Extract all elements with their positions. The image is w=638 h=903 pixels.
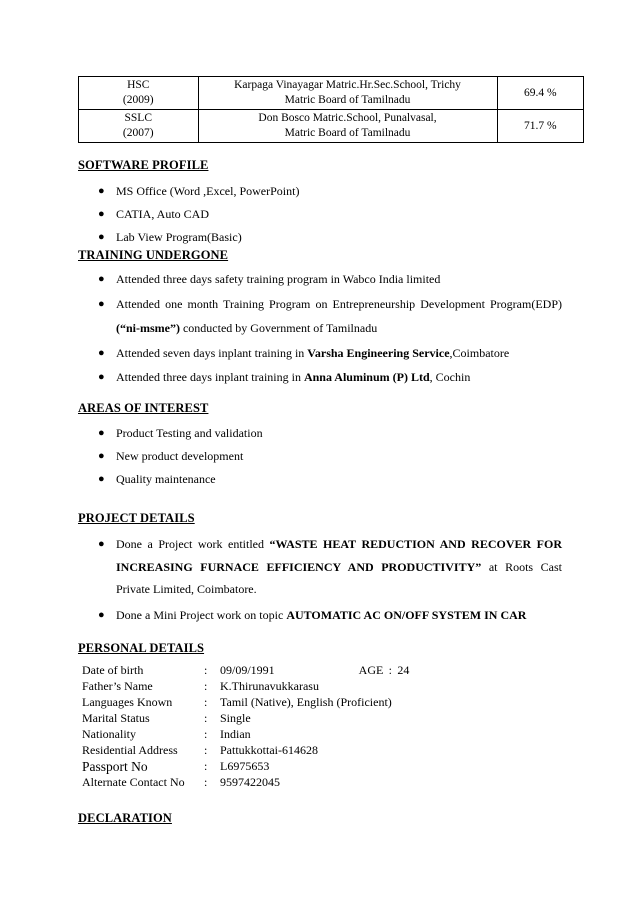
institution-cell: Karpaga Vinayagar Matric.Hr.Sec.School, Trichy Matric Board of Tamilnadu xyxy=(198,77,497,110)
field-label: Marital Status xyxy=(82,711,150,725)
field-label: Alternate Contact No xyxy=(82,775,185,789)
separator: : xyxy=(204,775,208,789)
project-heading: PROJECT DETAILS xyxy=(78,511,195,525)
table-row xyxy=(82,679,520,695)
personal-details-table xyxy=(82,663,520,791)
score-cell: 71.7 % xyxy=(497,110,584,143)
bullet-icon: ● xyxy=(98,185,105,197)
table-row xyxy=(82,663,520,679)
bullet-icon: ● xyxy=(98,608,105,621)
table-row xyxy=(79,77,584,110)
separator: : xyxy=(204,695,208,709)
qualification-cell: HSC (2009) xyxy=(79,77,199,110)
field-value: L6975653 xyxy=(220,759,270,773)
list-item: ● New product development xyxy=(78,445,562,468)
table-row xyxy=(82,743,520,759)
declaration-heading: DECLARATION xyxy=(78,811,172,825)
score-cell: 69.4 % xyxy=(497,77,584,110)
separator: : xyxy=(204,727,208,741)
bullet-icon: ● xyxy=(98,231,105,243)
field-value: 9597422045 xyxy=(220,775,280,789)
field-value: Single xyxy=(220,711,251,725)
table-row xyxy=(82,759,520,775)
separator: : xyxy=(204,743,208,757)
interest-list xyxy=(78,422,562,491)
field-value: Pattukkottai-614628 xyxy=(220,743,318,757)
personal-heading: PERSONAL DETAILS xyxy=(78,641,205,655)
bullet-icon: ● xyxy=(98,347,105,359)
interest-heading: AREAS OF INTEREST xyxy=(78,401,209,415)
bullet-icon: ● xyxy=(98,473,105,485)
field-value: Indian xyxy=(220,727,251,741)
table-row xyxy=(82,711,520,727)
bullet-icon: ● xyxy=(98,450,105,462)
list-item: ● CATIA, Auto CAD xyxy=(78,203,562,226)
separator: : xyxy=(204,711,208,725)
bullet-icon: ● xyxy=(98,427,105,439)
field-label: Languages Known xyxy=(82,695,173,709)
bullet-icon: ● xyxy=(98,208,105,220)
list-item: ● Quality maintenance xyxy=(78,468,562,491)
table-row xyxy=(82,727,520,743)
bullet-icon: ● xyxy=(98,371,105,383)
education-table xyxy=(78,76,584,143)
field-label: Residential Address xyxy=(82,743,178,757)
software-heading: SOFTWARE PROFILE xyxy=(78,158,209,172)
bullet-icon: ● xyxy=(98,298,105,310)
field-value: Tamil (Native), English (Proficient) xyxy=(220,695,392,709)
field-label: Passport No xyxy=(82,759,148,774)
list-item: ● MS Office (Word ,Excel, PowerPoint) xyxy=(78,180,562,203)
field-value: 09/09/1991 AGE : 24 xyxy=(220,663,410,677)
table-row xyxy=(82,775,520,791)
field-label: Father’s Name xyxy=(82,679,153,693)
table-row xyxy=(79,110,584,143)
qualification-cell: SSLC (2007) xyxy=(79,110,199,143)
list-item: ● Lab View Program(Basic) xyxy=(78,226,562,249)
separator: : xyxy=(204,663,208,677)
training-heading: TRAINING UNDERGONE xyxy=(78,248,229,262)
list-item: ● Attended seven days inplant training in Varsha Engineering Service,Coimbatore xyxy=(78,342,562,364)
project-list xyxy=(78,533,562,626)
training-list xyxy=(78,268,562,388)
field-label: Nationality xyxy=(82,727,136,741)
field-label: Date of birth xyxy=(82,663,144,677)
list-item: ● Attended one month Training Program on Entrepreneurship Development Program(EDP) (“ni-msme”) conducted by Government of Tamilnadu xyxy=(78,292,562,340)
field-value: K.Thirunavukkarasu xyxy=(220,679,319,693)
list-item: ● Product Testing and validation xyxy=(78,422,562,445)
table-row xyxy=(82,695,520,711)
list-item: ● Done a Project work entitled “WASTE HEAT REDUCTION AND RECOVER FOR INCREASING FURNACE EFFICIENCY AND PRODUCTIVITY” at Roots Cast Private Limited, Coimbatore. xyxy=(78,533,562,601)
separator: : xyxy=(204,759,208,773)
institution-cell: Don Bosco Matric.School, Punalvasal, Matric Board of Tamilnadu xyxy=(198,110,497,143)
bullet-icon: ● xyxy=(98,538,105,550)
list-item: ● Done a Mini Project work on topic AUTOMATIC AC ON/OFF SYSTEM IN CAR xyxy=(78,604,562,627)
software-list xyxy=(78,180,562,249)
separator: : xyxy=(204,679,208,693)
bullet-icon: ● xyxy=(98,273,105,285)
list-item: ● Attended three days inplant training in Anna Aluminum (P) Ltd, Cochin xyxy=(78,366,562,388)
list-item: ● Attended three days safety training program in Wabco India limited xyxy=(78,268,562,290)
